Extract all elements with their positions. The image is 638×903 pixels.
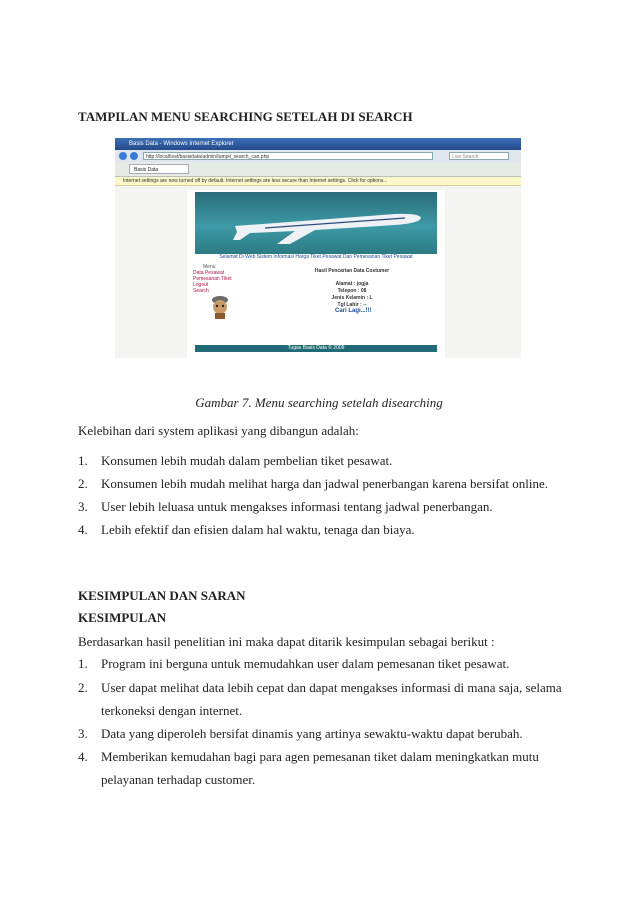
list-item-continuation: terkoneksi dengan internet. [101,703,243,718]
list-item: Konsumen lebih mudah melihat harga dan jadwal penerbangan karena bersifat online. [101,476,549,491]
forward-icon [130,152,138,160]
section-heading: TAMPILAN MENU SEARCHING SETELAH DI SEARCH [78,109,413,124]
list-number: 3. [78,726,88,741]
airplane-icon [195,192,437,254]
list-number: 1. [78,656,88,671]
list-item: User dapat melihat data lebih cepat dan dapat mengakses informasi di mana saja, selama [101,680,562,695]
list-number: 2. [78,476,88,491]
result-line: Tgl Lahir : -- [337,302,367,308]
menu-item-search: Search [193,288,209,294]
result-line: Jenis Kelamin : L [331,295,373,301]
advantages-intro: Kelebihan dari system aplikasi yang dibangun adalah: [78,423,359,438]
subsection-title: KESIMPULAN [78,610,167,625]
web-page [187,190,445,358]
list-number: 4. [78,749,88,764]
result-title: Hasil Pencarian Data Costumer [314,268,390,274]
info-bar: Internet settings are now turned off by default. Internet settings are less secure than Internet settings. Click for options... [115,177,521,186]
list-item: User lebih leluasa untuk mengakses informasi tentang jadwal penerbangan. [101,499,493,514]
search-result [297,268,407,309]
browser-address-bar [115,150,521,162]
menu-item-logout: Logout [193,282,209,288]
menu-item-pemesanan-tiket: Pemesanan Tiket [193,276,232,282]
list-number: 4. [78,522,88,537]
back-icon [119,152,127,160]
list-number: 2. [78,680,88,695]
list-item-continuation: pelayanan terhadap customer. [101,772,256,787]
list-item: Lebih efektif dan efisien dalam hal waktu, tenaga dan biaya. [101,522,415,537]
airplane-banner [195,192,437,254]
list-item: Program ini berguna untuk memudahkan user dalam pemesanan tiket pesawat. [101,656,510,671]
conclusion-intro: Berdasarkan hasil penelitian ini maka dapat ditarik kesimpulan sebagai berikut : [78,634,495,649]
menu-item-data-pesawat: Data Pesawat [193,270,225,276]
browser-tab: Basis Data [129,164,189,174]
welcome-text: Selamat Di Web Sistem Informasi Harga Tiket Pesawat Dan Pemesanan Tiket Pesawat [219,254,413,260]
list-item: Data yang diperoleh bersifat dinamis yang artinya sewaktu-waktu dapat berubah. [101,726,523,741]
list-number: 3. [78,499,88,514]
result-line: Alamat : jogja [335,281,369,287]
page-footer: Tugas Basis Data © 2009 [195,345,437,352]
figure-caption: Gambar 7. Menu searching setelah disearching [195,395,443,410]
browser-title-bar: Basis Data - Windows Internet Explorer [115,138,521,150]
list-item: Memberikan kemudahan bagi para agen pemesanan tiket dalam meningkatkan mutu [101,749,539,764]
section-title: KESIMPULAN DAN SARAN [78,588,246,603]
search-field: Live Search [449,152,509,160]
menu-title: Menu [203,264,216,270]
side-menu [193,264,232,294]
list-number: 1. [78,453,88,468]
list-item: Konsumen lebih mudah dalam pembelian tiket pesawat. [101,453,393,468]
mascot-icon [209,294,231,320]
result-line: Telepon : 08 [337,288,367,294]
figure-screenshot [115,138,521,358]
browser-tab-bar [115,162,521,177]
address-field: http://localhost/basisdata/admin/tampil_search_cari.php [143,152,433,160]
search-again-link: Cari Lagi...!!! [335,308,372,314]
